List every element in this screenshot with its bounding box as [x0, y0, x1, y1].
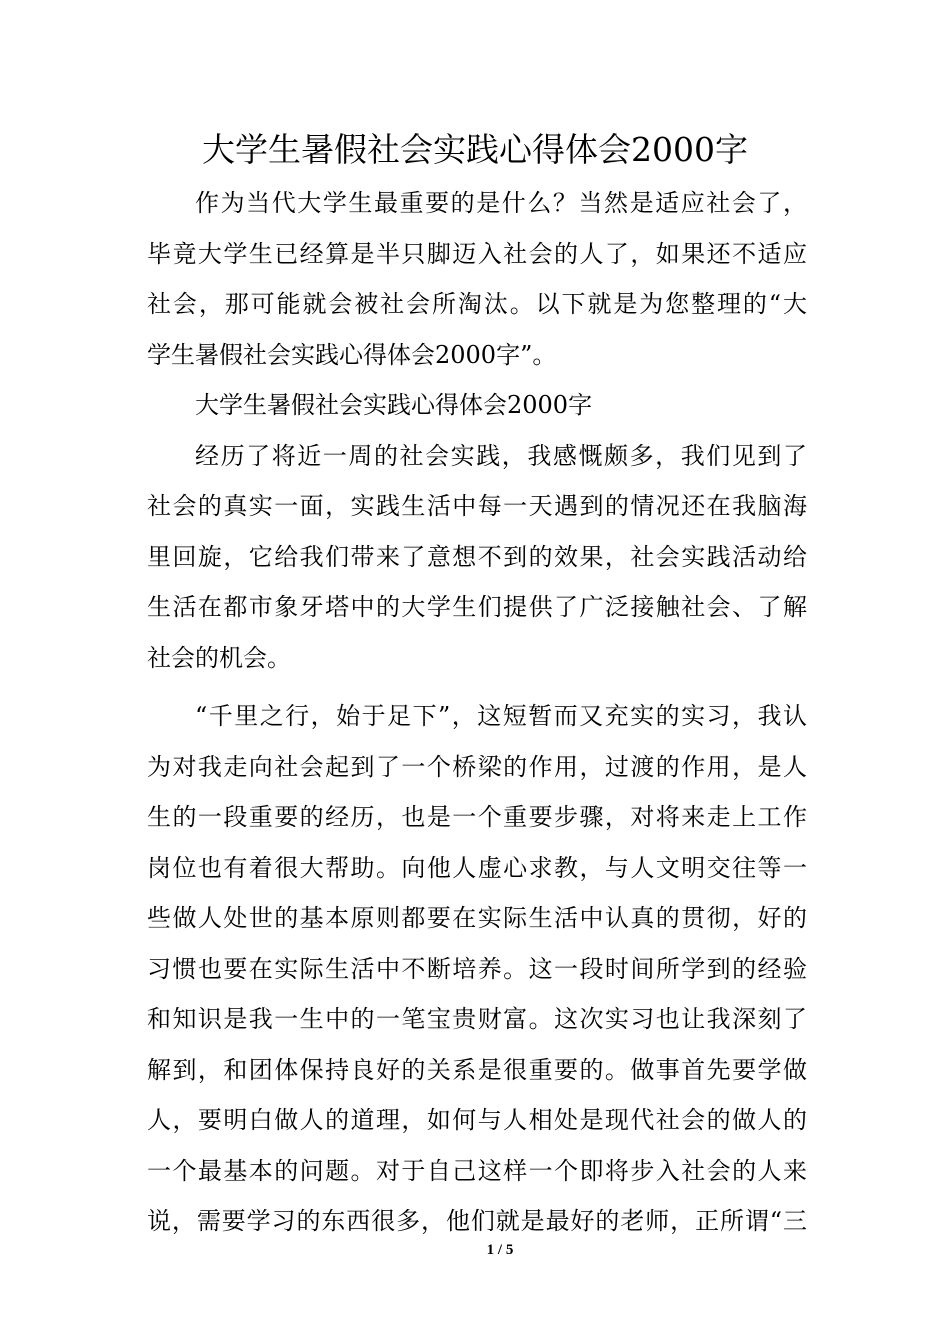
text-line: 解到，和团体保持良好的关系是很重要的。做事首先要学做 — [147, 1055, 807, 1084]
text-line: 毕竟大学生已经算是半只脚迈入社会的人了，如果还不适应 — [147, 239, 807, 268]
document-title: 大学生暑假社会实践心得体会2000字 — [202, 130, 748, 169]
page-number: 1 / 5 — [486, 1242, 514, 1258]
text-line: 岗位也有着很大帮助。向他人虚心求教，与人文明交往等一 — [147, 853, 807, 882]
text-line: 社会的真实一面，实践生活中每一天遇到的情况还在我脑海 — [147, 492, 807, 520]
text-line: 习惯也要在实际生活中不断培养。这一段时间所学到的经验 — [147, 954, 807, 983]
text-line: 里回旋，它给我们带来了意想不到的效果，社会实践活动给 — [147, 542, 807, 571]
text-line: 经历了将近一周的社会实践，我感慨颇多，我们见到了 — [195, 441, 807, 470]
text-line: 社会的机会。 — [147, 643, 291, 672]
paragraph-gap — [147, 683, 807, 691]
text-line: 和知识是我一生中的一笔宝贵财富。这次实习也让我深刻了 — [147, 1005, 807, 1033]
text-line: 学生暑假社会实践心得体会2000字”。 — [147, 340, 557, 369]
text-line: 作为当代大学生最重要的是什么？当然是适应社会了， — [195, 189, 807, 217]
text-line: 人，要明白做人的道理，如何与人相处是现代社会的做人的 — [147, 1106, 807, 1134]
document-body — [147, 178, 807, 1247]
paragraph — [147, 691, 807, 1247]
text-line: 为对我走向社会起到了一个桥梁的作用，过渡的作用，是人 — [147, 752, 807, 781]
text-line: 说，需要学习的东西很多，他们就是最好的老师，正所谓“三 — [147, 1207, 807, 1235]
text-line: “千里之行，始于足下”，这短暂而又充实的实习，我认 — [195, 702, 807, 730]
paragraph — [147, 178, 807, 380]
text-line: 生的一段重要的经历，也是一个重要步骤，对将来走上工作 — [147, 803, 807, 831]
section-heading: 大学生暑假社会实践心得体会2000字 — [195, 391, 593, 419]
text-line: 一个最基本的问题。对于自己这样一个即将步入社会的人来 — [147, 1156, 807, 1185]
paragraph — [147, 380, 807, 431]
text-line: 社会，那可能就会被社会所淘汰。以下就是为您整理的“大 — [147, 290, 807, 318]
paragraph — [147, 431, 807, 684]
text-line: 生活在都市象牙塔中的大学生们提供了广泛接触社会、了解 — [147, 593, 807, 621]
text-line: 些做人处世的基本原则都要在实际生活中认真的贯彻，好的 — [147, 904, 807, 932]
